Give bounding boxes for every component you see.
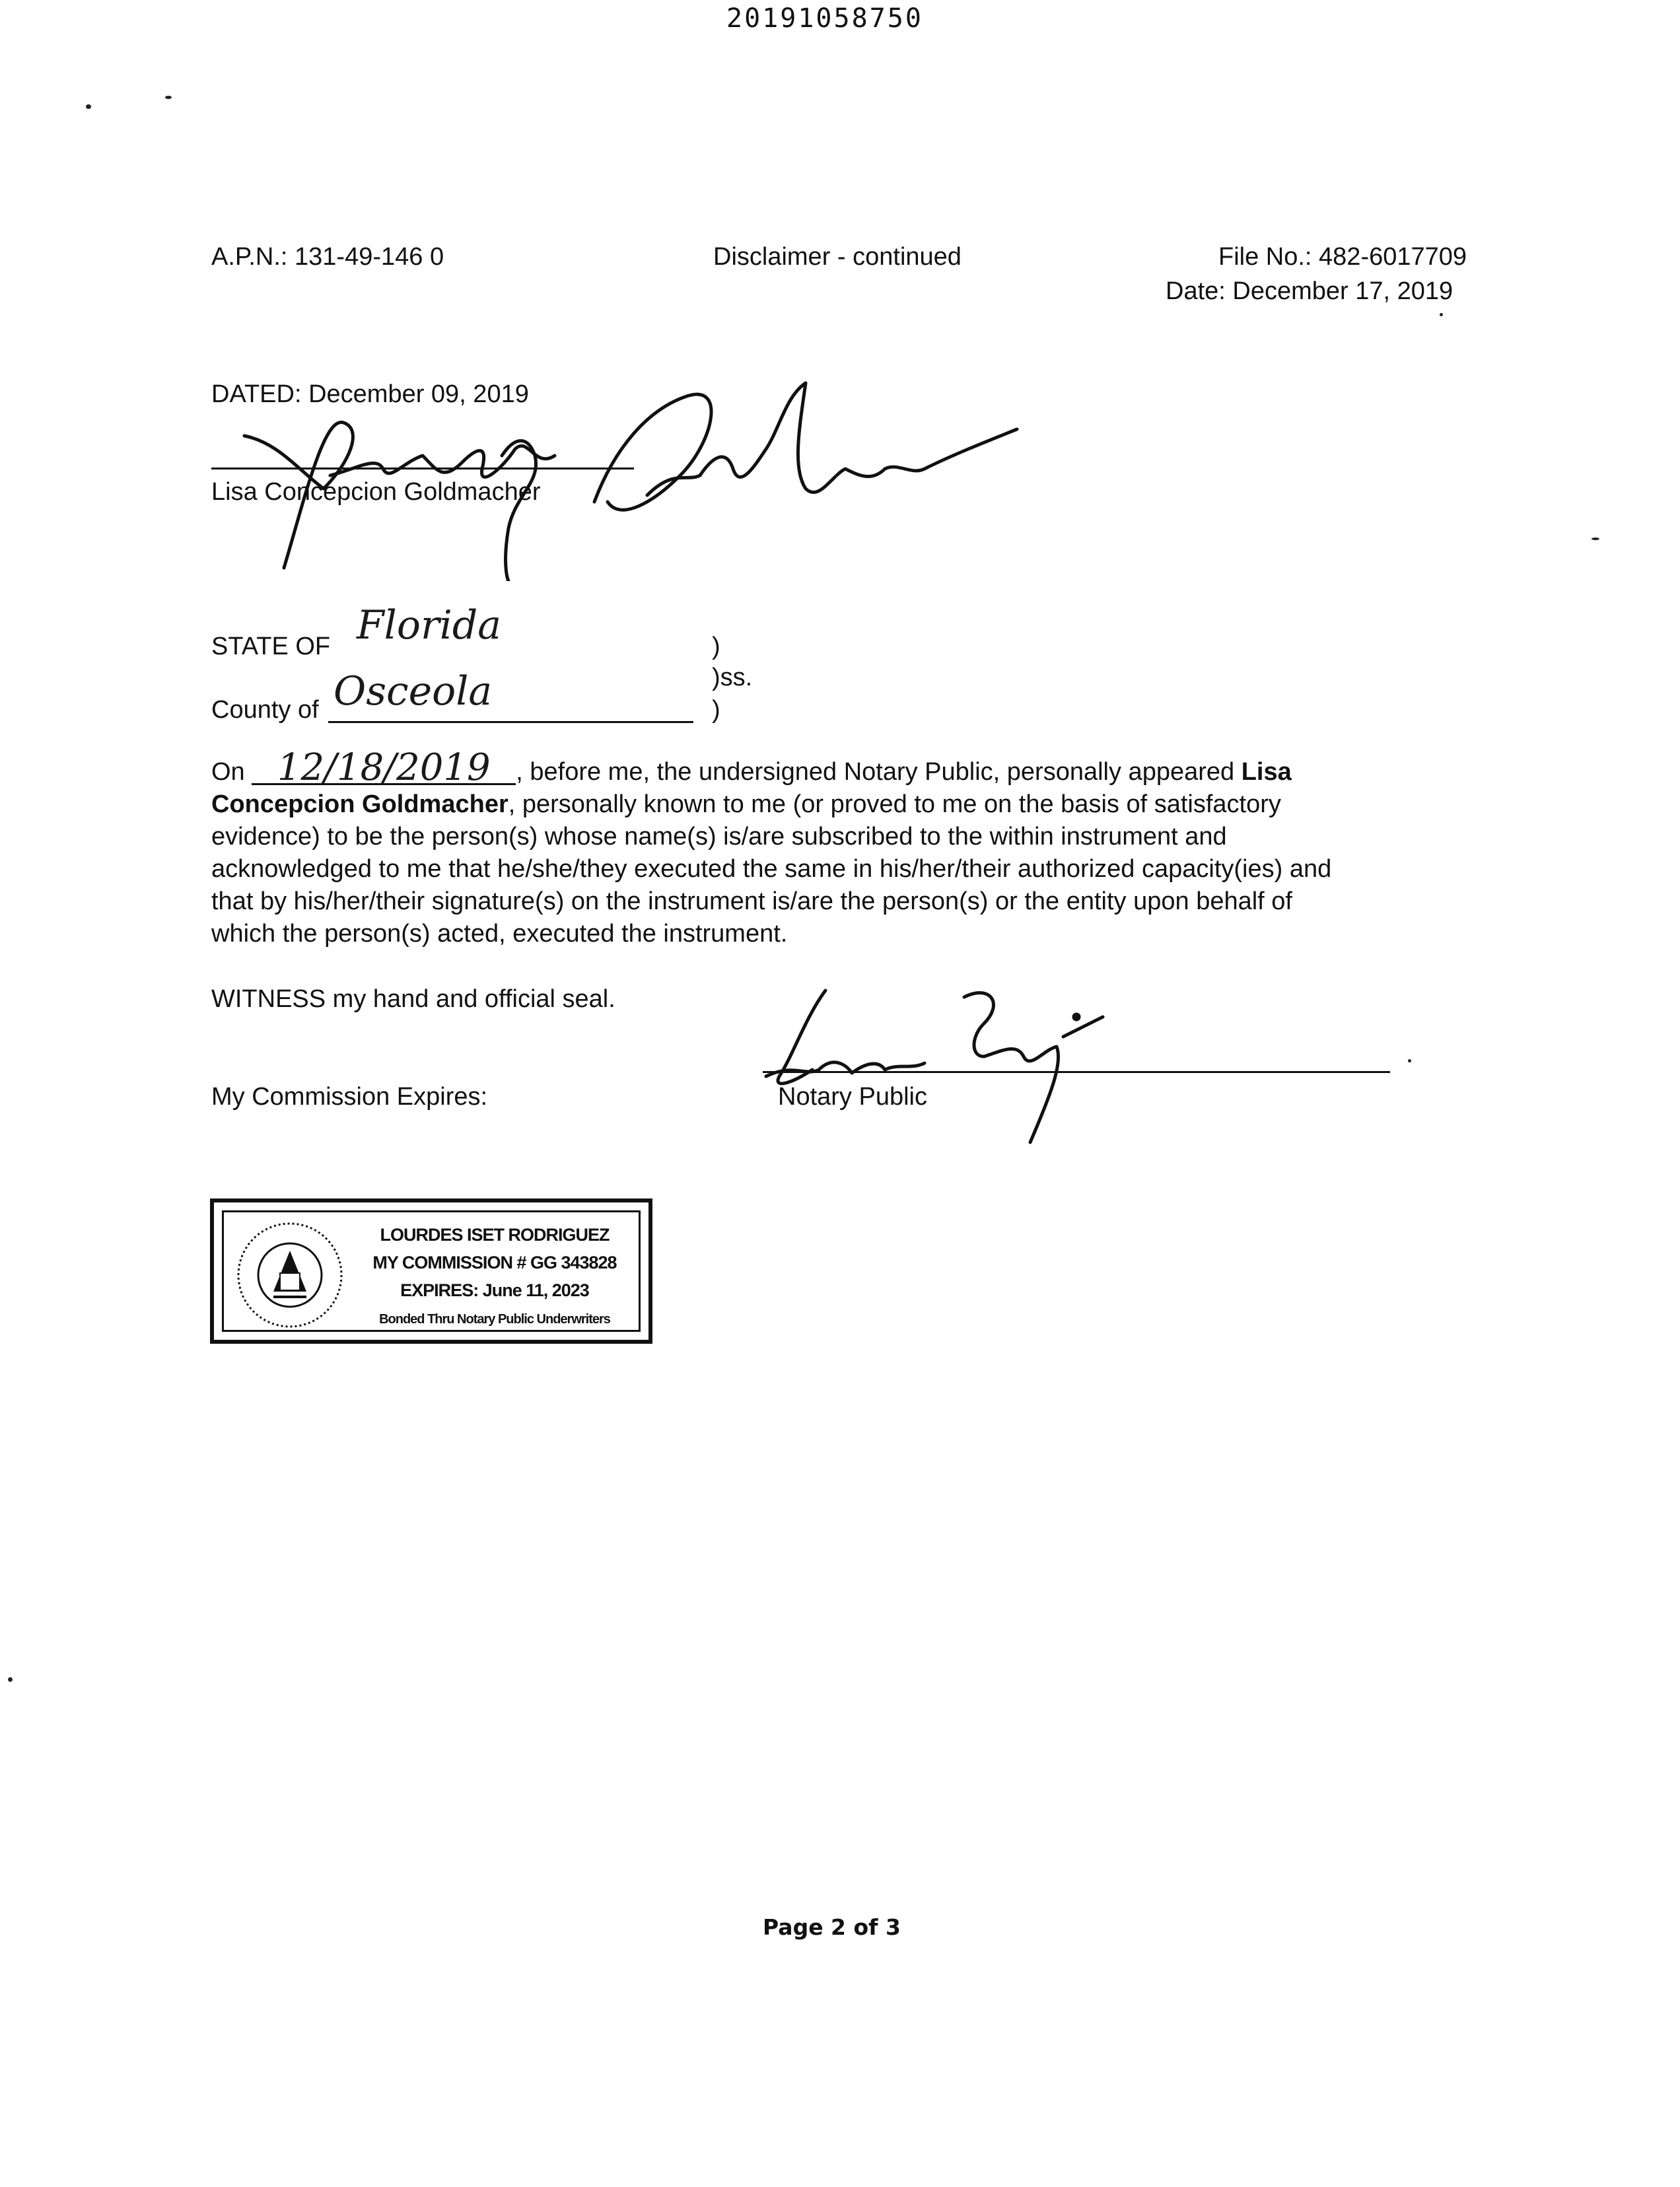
scan-speck: [8, 1677, 13, 1682]
ack-line-2: [211, 788, 1466, 821]
appearer-name-rest: Concepcion Goldmacher: [211, 790, 508, 818]
appearer-first-name: Lisa: [1241, 758, 1292, 786]
notary-stamp: [210, 1198, 652, 1344]
state-handwritten: Florida: [357, 602, 501, 648]
ack-line-1: [211, 746, 1466, 789]
ack-line-6: which the person(s) acted, executed the instrument.: [211, 920, 788, 948]
county-label: County of: [211, 696, 319, 724]
ack-date-handwritten: 12/18/2019: [252, 753, 516, 785]
dated-line: DATED: December 09, 2019: [211, 380, 529, 408]
scan-speck: [1440, 313, 1443, 316]
notary-seal-icon: [234, 1219, 346, 1331]
scan-speck: [1592, 538, 1599, 540]
ack-line-5: that by his/her/their signature(s) on the instrument is/are the person(s) or the entity upon behalf of: [211, 887, 1292, 915]
scan-speck: [1408, 1059, 1411, 1062]
signer-name: Lisa Concepcion Goldmacher: [211, 478, 541, 506]
ack-line-1-text: , before me, the undersigned Notary Public, personally appeared: [516, 758, 1235, 786]
state-label: STATE OF: [211, 633, 331, 660]
apn-label: A.P.N.: 131-49-146 0: [211, 243, 444, 271]
venue-paren-bottom: ): [712, 696, 720, 724]
witness-text: WITNESS my hand and official seal.: [211, 985, 615, 1013]
stamp-commission-number: MY COMMISSION # GG 343828: [372, 1253, 617, 1272]
document-date: Date: December 17, 2019: [1166, 277, 1453, 305]
file-number: File No.: 482-6017709: [1218, 243, 1467, 271]
stamp-bonded: Bonded Thru Notary Public Underwriters: [379, 1312, 610, 1327]
on-label: On: [211, 758, 245, 786]
venue-paren-top: ): [712, 633, 720, 660]
ack-line-3: evidence) to be the person(s) whose name(s) is/are subscribed to the within instrument and: [211, 823, 1227, 850]
notary-public-label: Notary Public: [778, 1083, 927, 1111]
county-handwritten: Osceola: [333, 668, 493, 714]
page-number: Page 2 of 3: [763, 1914, 901, 1940]
scan-speck: [165, 96, 172, 99]
ack-line-4: acknowledged to me that he/she/they executed the same in his/her/their authorized capacity(ies) and: [211, 855, 1332, 883]
recording-number: 20191058750: [726, 3, 923, 34]
acknowledgment-paragraph: [211, 746, 1466, 950]
stamp-notary-name: LOURDES ISET RODRIGUEZ: [380, 1225, 610, 1245]
county-line: [328, 721, 693, 723]
stamp-expiration: EXPIRES: June 11, 2023: [400, 1280, 589, 1300]
venue-ss: )ss.: [712, 664, 753, 691]
signer-signature: [225, 370, 1030, 581]
notary-signature: [753, 977, 1123, 1149]
scan-speck: [86, 104, 91, 109]
ack-line-2-text: , personally known to me (or proved to me on the basis of satisfactory: [508, 790, 1281, 818]
commission-expires-label: My Commission Expires:: [211, 1083, 488, 1111]
document-title: Disclaimer - continued: [713, 243, 962, 271]
